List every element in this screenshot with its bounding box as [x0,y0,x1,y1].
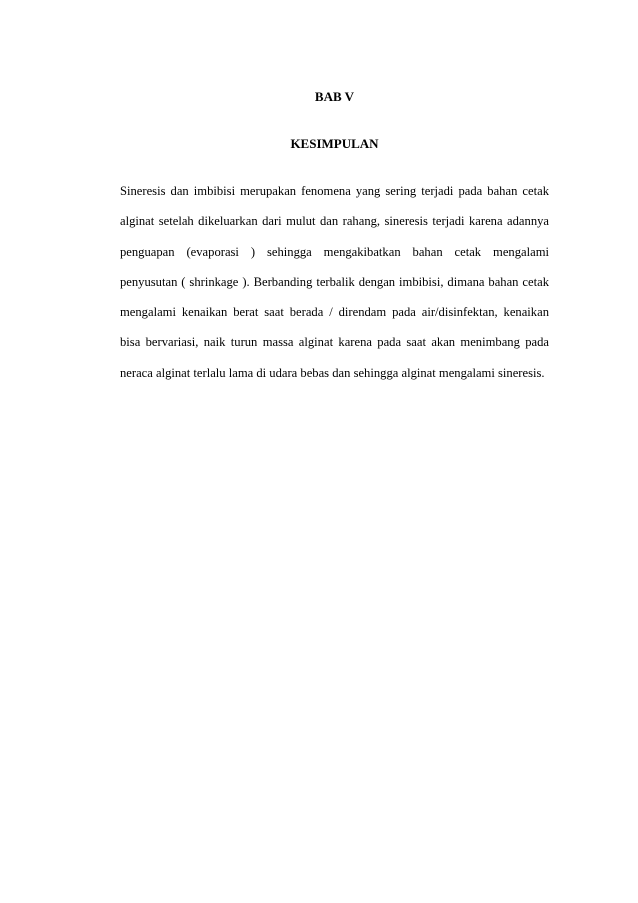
paragraph-line: alginat setelah dikeluarkan dari mulut dan rahang, sineresis terjadi karena adannya [120,214,549,229]
paragraph-line: Sineresis dan imbibisi merupakan fenomena yang sering terjadi pada bahan cetak [120,184,549,198]
paragraph-line: penyusutan ( shrinkage ). Berbanding terbalik dengan imbibisi, dimana bahan cetak [120,274,549,289]
paragraph-line: mengalami kenaikan berat saat berada / direndam pada air/disinfektan, kenaikan [120,305,549,320]
paragraph-line: neraca alginat terlalu lama di udara bebas dan sehingga alginat mengalami sineresis. [120,365,545,380]
paragraph-line: bisa bervariasi, naik turun massa alginat karena pada saat akan menimbang pada [120,335,549,350]
chapter-number: BAB V [314,89,355,104]
chapter-title: KESIMPULAN [290,136,379,151]
paragraph-line: penguapan (evaporasi ) sehingga mengakibatkan bahan cetak mengalami [120,244,549,259]
conclusion-paragraph [120,176,549,388]
